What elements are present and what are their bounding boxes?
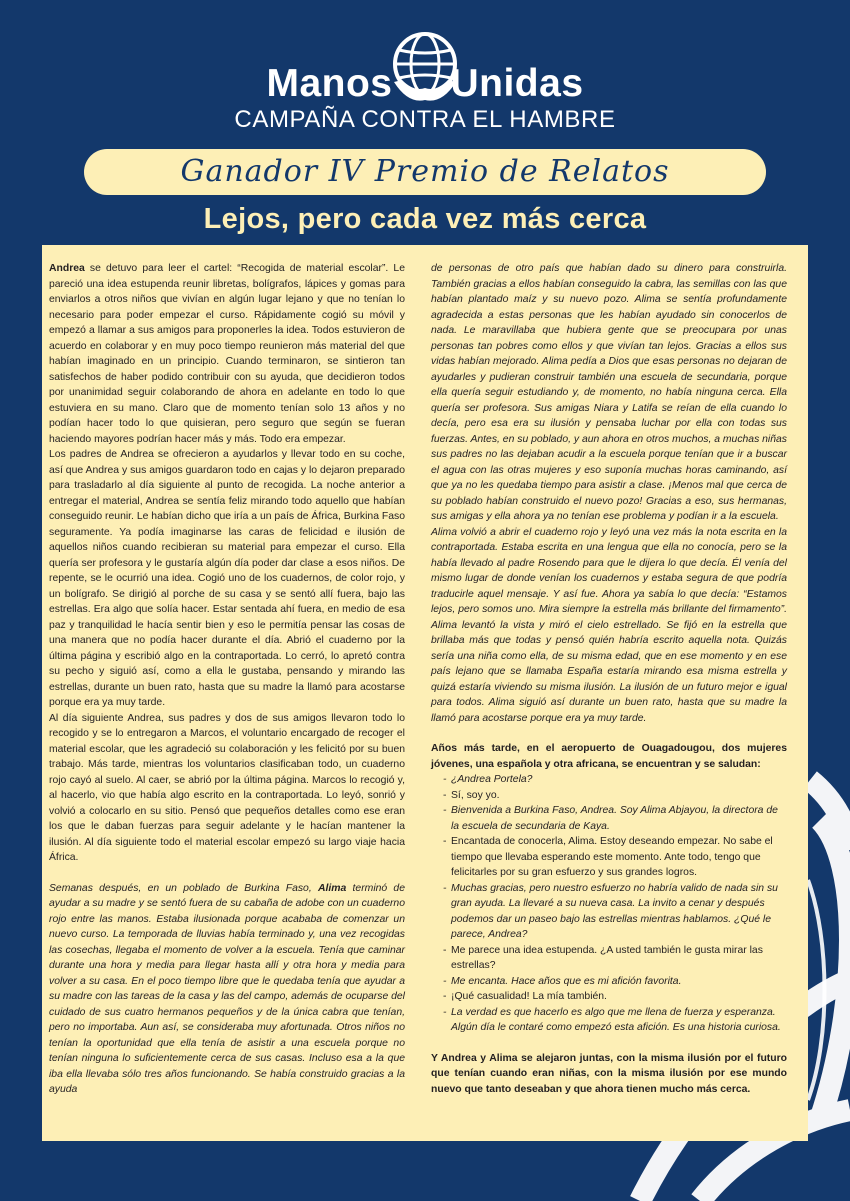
award-banner: Ganador IV Premio de Relatos — [84, 149, 766, 195]
paragraph: Al día siguiente Andrea, sus padres y dos de sus amigos llevaron todo lo recogido y se lo entregaron a Marcos, el voluntario encargado de recoger el material escolar, que les agradeció su colaboración y les felicitó por su buen trabajo. Más tarde, mientras los voluntarios clasificaban todo, un cuaderno rojo cayó al suelo. Al caer, se abrió por la última página. Marcos lo recogió y, al hacerlo, vio que había algo escrito en la contraportada. Lo leyó, sonrió y volvió a colocarlo en su sitio. Pensó que pequeños detalles como ese eran los que le daban fuerzas para seguir adelante y le hacían mantener la ilusión. Al día siguiente todo el material escolar empezó su largo viaje hacia África. — [49, 712, 405, 863]
dialog-line: - Bienvenida a Burkina Faso, Andrea. Soy Alima Abjayou, la directora de la escuela de secundaria de Kaya. — [431, 803, 787, 834]
dialog-line: - Me parece una idea estupenda. ¿A usted también le gusta mirar las estrellas? — [431, 943, 787, 974]
paragraph: de personas de otro país que habían dado su dinero para construirla. También gracias a ellos habían conseguido la cabra, las semillas con las que habían plantado maíz y su nuevo pozo. Alima se sentía profundamente agradecida a estas personas que les habían ayudado sin conocerlos de nada. Le maravillaba que hubiera gente que se preocupara por unas personas tan pobres como ellos y que vivían tan lejos. Gracias a ellos sus vidas habían mejorado. Alima pedía a Dios que esas personas no dejaran de ayudarles y pudieran construir también una escuela de secundaria, porque ella quería seguir estudiando y, de momento, no había ninguna cerca. Ella quería ser profesora. Sus amigas Niara y Latifa se reían de ella cuando lo decía, pero esa era su ilusión y pensaba luchar por ella con todas sus fuerzas. Antes, en su poblado, y aun ahora en otros muchos, a muchas niñas sus padres no las dejaban acudir a la escuela porque tenían que ir a buscar el agua con las otras mujeres y eso suponía muchas horas caminando, así que ya no les quedaba tiempo para asistir a clase. ¡Menos mal que cerca de su poblado habían construido el nuevo pozo! Gracias a eso, sus hermanas, sus amigas y ella ahora ya no tenían ese problema y podían ir a la escuela. — [431, 263, 787, 522]
brand-name-left: Manos — [266, 62, 393, 105]
dialog-line: - Muchas gracias, pero nuestro esfuerzo no habría valido de nada sin su gran ayuda. La llevaré a su nueva casa. La invito a cenar y después podemos dar un paseo bajo las estrellas mientras hablamos. ¿Qué le parece, Andrea? — [431, 881, 787, 943]
story-panel — [42, 245, 808, 1141]
story-title: Lejos, pero cada vez más cerca — [203, 203, 647, 235]
story-column-right — [431, 261, 787, 1097]
character-name: Alima — [317, 882, 347, 894]
dialog-line: - La verdad es que hacerlo es algo que me llena de fuerza y esperanza. Algún día le contaré como empezó esta afición. Es una historia curiosa. — [431, 1005, 787, 1036]
brand-name — [0, 62, 850, 106]
brand-header — [0, 28, 850, 138]
dialog-line: - ¿Andrea Portela? — [431, 772, 787, 788]
brand-tagline: CAMPAÑA CONTRA EL HAMBRE — [234, 106, 616, 133]
paragraph-text: terminó de ayudar a su madre y se sentó fuera de su cabaña de adobe con un cuaderno rojo entre las manos. Estaba ilusionada porque acababa de comenzar un nuevo curso. La temporada de lluvias había terminado y, una vez recogidas las cosechas, llegaba el momento de volver a la escuela. Tenía que caminar durante una hora y media para llegar hasta allí y otra hora y media para volver a su casa. En el poco tiempo libre que le quedaba tenía que ayudar a su madre con las tareas de la casa y las del campo, además de ocuparse del cuidado de sus cuatro hermanos pequeños y de la única cabra que tenían, pero no importaba. Aun así, se consideraba muy afortunada. Otros niños no tenían la oportunidad que ella tenía de asistir a una escuela porque no tenían ninguna lo suficientemente cerca de sus casas. Incluso esa a la que iba ella llevaba sólo tres años funcionando. Se había construido gracias a la ayuda — [49, 882, 405, 1095]
story-column-left — [49, 261, 405, 1098]
dialog-line: - Sí, soy yo. — [431, 788, 787, 804]
dialog-list — [431, 772, 787, 1036]
paragraph-text: se detuvo para leer el cartel: “Recogida de material escolar”. Le pareció una idea estupenda reunir libretas, bolígrafos, lápices y gomas para enviarlos a otros niños que vivían en algún lugar lejano y que no tenían lo necesario para poder empezar el curso. Rápidamente cogió su móvil y empezó a llamar a sus amigos para proponerles la idea. Todos estuvieron de acuerdo en colaborar y en muy poco tiempo reunieron más material del que habían imaginado en un principio. Cuando terminaron, se sintieron tan satisfechos de haber podido contribuir con su ayuda, que decidieron todos por unanimidad seguir colaborando de ahora en adelante en todo lo que estuviera en su mano. Claro que de momento tenían solo 13 años y no podían hacer todo lo que quisieran, pero seguro que según se fueran haciendo mayores podrían hacer más y más. Todo era empezar. — [49, 263, 405, 445]
dialog-line: - Encantada de conocerla, Alima. Estoy deseando empezar. No sabe el tiempo que llevaba esperando este momento. Ante todo, tengo que felicitarles por su gran esfuerzo y sus grandes logros. — [431, 834, 787, 881]
paragraph: Años más tarde, en el aeropuerto de Ouagadougou, dos mujeres jóvenes, una española y otra africana, se encuentran y se saludan: — [431, 743, 787, 770]
paragraph: Y Andrea y Alima se alejaron juntas, con la misma ilusión por el futuro que tenían cuando eran niñas, con la misma ilusión por ese mundo nuevo que tanto deseaban y que ahora tienen mucho más cerca. — [431, 1052, 787, 1095]
dialog-line: - Me encanta. Hace años que es mi afición favorita. — [431, 974, 787, 990]
paragraph: Los padres de Andrea se ofrecieron a ayudarlos y llevar todo en su coche, así que Andrea y sus amigos guardaron todo en cajas y lo dejaron preparado para trasladarlo al día siguiente al punto de recogida. La noche anterior a entregar el material, Andrea se sentía feliz mirando todo aquello que habían conseguido reunir. Le habían dicho que iría a un país de África, Burkina Faso seguramente. Ya podía imaginarse las caras de felicidad e ilusión de aquellos niños cuando recibieran su material para empezar el curso. Ella quería ser profesora y le gustaría algún día poder dar clase a esos niños. De repente, se le ocurrió una idea. Cogió uno de los cuadernos, de color rojo, y un bolígrafo. Se dirigió al porche de su casa y se sentó allí fuera, bajo las estrellas. Era algo que solía hacer. Estar sentada ahí fuera, en medio de esa paz y tranquilidad le hacía sentir bien y eso le permitía pensar las cosas de una manera que no podía hacer durante el día. Abrió el cuaderno por la última página y escribió algo en la contraportada. Lo cerró, lo apretó contra su pecho y siguió así, como a ella le gustaba, pensando y mirando las estrellas, durante un buen rato, hasta que su madre la llamó para acostarse porque era ya muy tarde. — [49, 449, 405, 708]
paragraph-text: Semanas después, en un poblado de Burkina Faso, — [49, 882, 318, 894]
character-name: Andrea — [49, 263, 85, 274]
brand-name-right: Unidas — [450, 62, 584, 105]
paragraph — [49, 881, 405, 1098]
paragraph: Alima volvió a abrir el cuaderno rojo y leyó una vez más la nota escrita en la contraportada. Estaba escrita en una lengua que ella no conocía, pero se la había llevado al padre Rosendo para que le dijera lo que decía. Él venía del mismo lugar de donde venían los cuadernos y estaba segura de que podría traducirle aquel mensaje. Y así fue. Ahora ya sabía lo que decía: “Estamos lejos, pero somos uno. Mira siempre la estrella más brillante del firmamento”. Alima levantó la vista y miró el cielo estrellado. Se fijó en la estrella que brillaba más que todas y pensó quién habría escrito aquella nota. Quizás sería una niña como ella, de su misma edad, que en ese momento y en ese país lejano que se llamaba España estaría mirando esa misma estrella y quizá estaría viviendo su misma ilusión. La ilusión de un futuro mejor e igual para todos. Alima siguió así durante un buen rato, hasta que su madre la llamó para acostarse porque era ya muy tarde. — [431, 526, 787, 724]
paragraph — [49, 261, 405, 447]
dialog-line: - ¡Qué casualidad! La mía también. — [431, 989, 787, 1005]
